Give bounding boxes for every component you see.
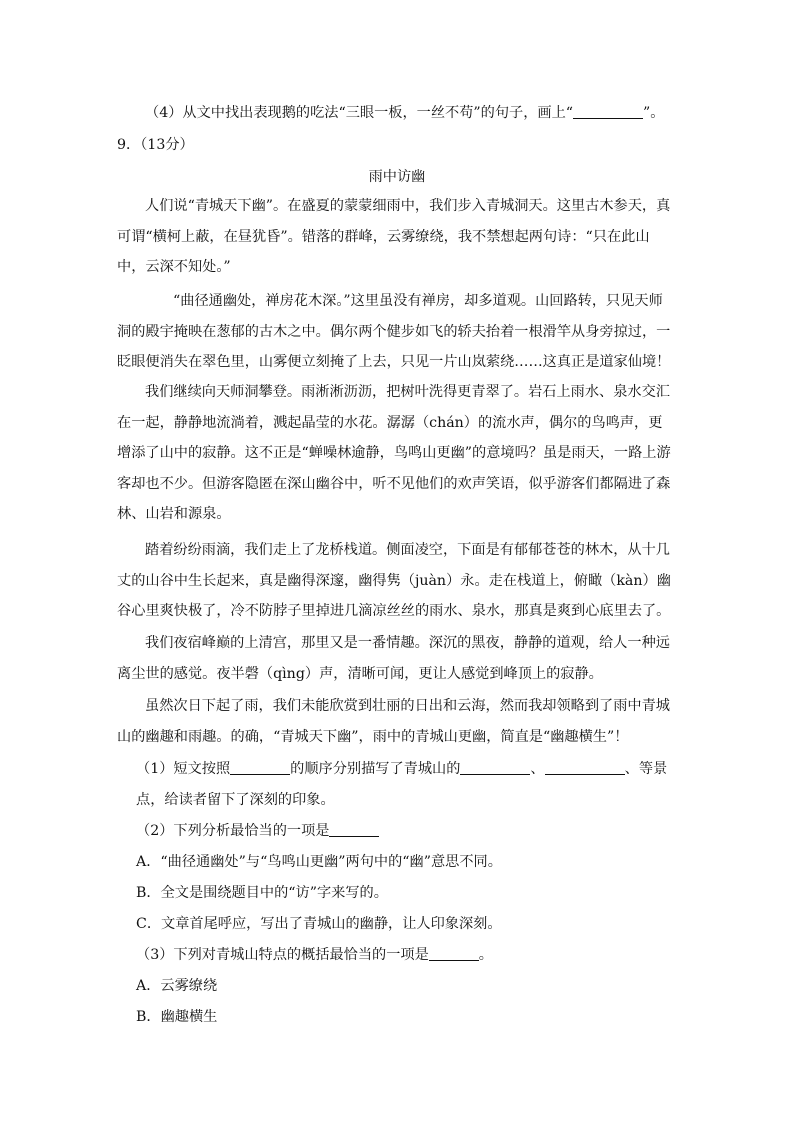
passage-title: 雨中访幽 [368,169,426,185]
answer-blank[interactable] [545,756,625,775]
question-8-4: （4）从文中找出表现鹅的吃法“三眼一板，一丝不苟”的句子，画上“ ”。 [117,98,676,129]
answer-blank[interactable] [230,756,290,775]
option-b: B．幽趣横生 [136,1009,218,1025]
option-c: C．文章首尾呼应，写出了青城山的幽静，让人印象深刻。 [136,916,502,932]
question-9-2: （2）下列分析最恰当的一项是 [136,816,676,847]
question-9-1: （1）短文按照 的顺序分别描写了青城山的 、 、等景点，给读者留下了深刻的印象。 [136,754,676,815]
option-a: A．云雾缭绕 [136,978,218,994]
question-9-header: 9．（13分） [117,137,194,153]
answer-blank[interactable] [460,756,530,775]
passage-paragraph-6: 虽然次日下起了雨，我们未能欣赏到壮丽的日出和云海，然而我却领略到了雨中青城山的幽趣和雨趣。的确，“青城天下幽”，雨中的青城山更幽，简直是“幽趣横生”！ [117,698,670,745]
answer-blank[interactable] [329,818,379,837]
option-a: A．“曲径通幽处”与“鸟鸣山更幽”两句中的“幽”意思不同。 [136,854,502,870]
passage-paragraph-4: 踏着纷纷雨滴，我们走上了龙桥栈道。侧面凌空，下面是有郁郁苍苍的林木，从十几丈的山谷中生长起来，真是幽得深邃，幽得隽（juàn）永。走在栈道上，俯瞰（kàn）幽谷心里爽快极了，冷不防脖子里掉进几滴凉丝丝的雨水、泉水，那真是爽到心底里去了。 [117,542,671,619]
answer-blank[interactable] [429,942,479,961]
option-b: B．全文是围绕题目中的“访”字来写的。 [136,885,388,901]
passage-paragraph-1: 人们说“青城天下幽”。在盛夏的蒙蒙细雨中，我们步入青城洞天。这里古木参天，真可谓“横柯上蔽，在昼犹昏”。错落的群峰，云雾缭绕，我不禁想起两句诗：“只在此山中，云深不知处。” [117,198,671,275]
passage-paragraph-3: 我们继续向天师洞攀登。雨淅淅沥沥，把树叶洗得更青翠了。岩石上雨水、泉水交汇在一起，静静地流淌着，溅起晶莹的水花。潺潺（chán）的流水声，偶尔的鸟鸣声，更增添了山中的寂静。这不正是“蝉噪林逾静，鸟鸣山更幽”的意境吗？虽是雨天，一路上游客却也不少。但游客隐匿在深山幽谷中，听不见他们的欢声笑语，似乎游客们都隔进了森林、山岩和源泉。 [117,384,671,522]
answer-blank[interactable] [573,100,643,119]
question-9-3: （3）下列对青城山特点的概括最恰当的一项是 。 [136,940,676,971]
passage-paragraph-2: “曲径通幽处，禅房花木深。”这里虽没有禅房，却多道观。山回路转，只见天师洞的殿宇掩映在葱郁的古木之中。偶尔两个健步如飞的轿夫抬着一根滑竿从身旁掠过，一眨眼便消失在翠色里，山雾便立刻掩了上去，只见一片山岚萦绕……这真正是道家仙境！ [117,293,671,370]
passage-paragraph-5: 我们夜宿峰巅的上清宫，那里又是一番情趣。深沉的黑夜，静静的道观，给人一种远离尘世的感觉。夜半磬（qìng）声，清晰可闻，更让人感觉到峰顶上的寂静。 [117,635,670,682]
